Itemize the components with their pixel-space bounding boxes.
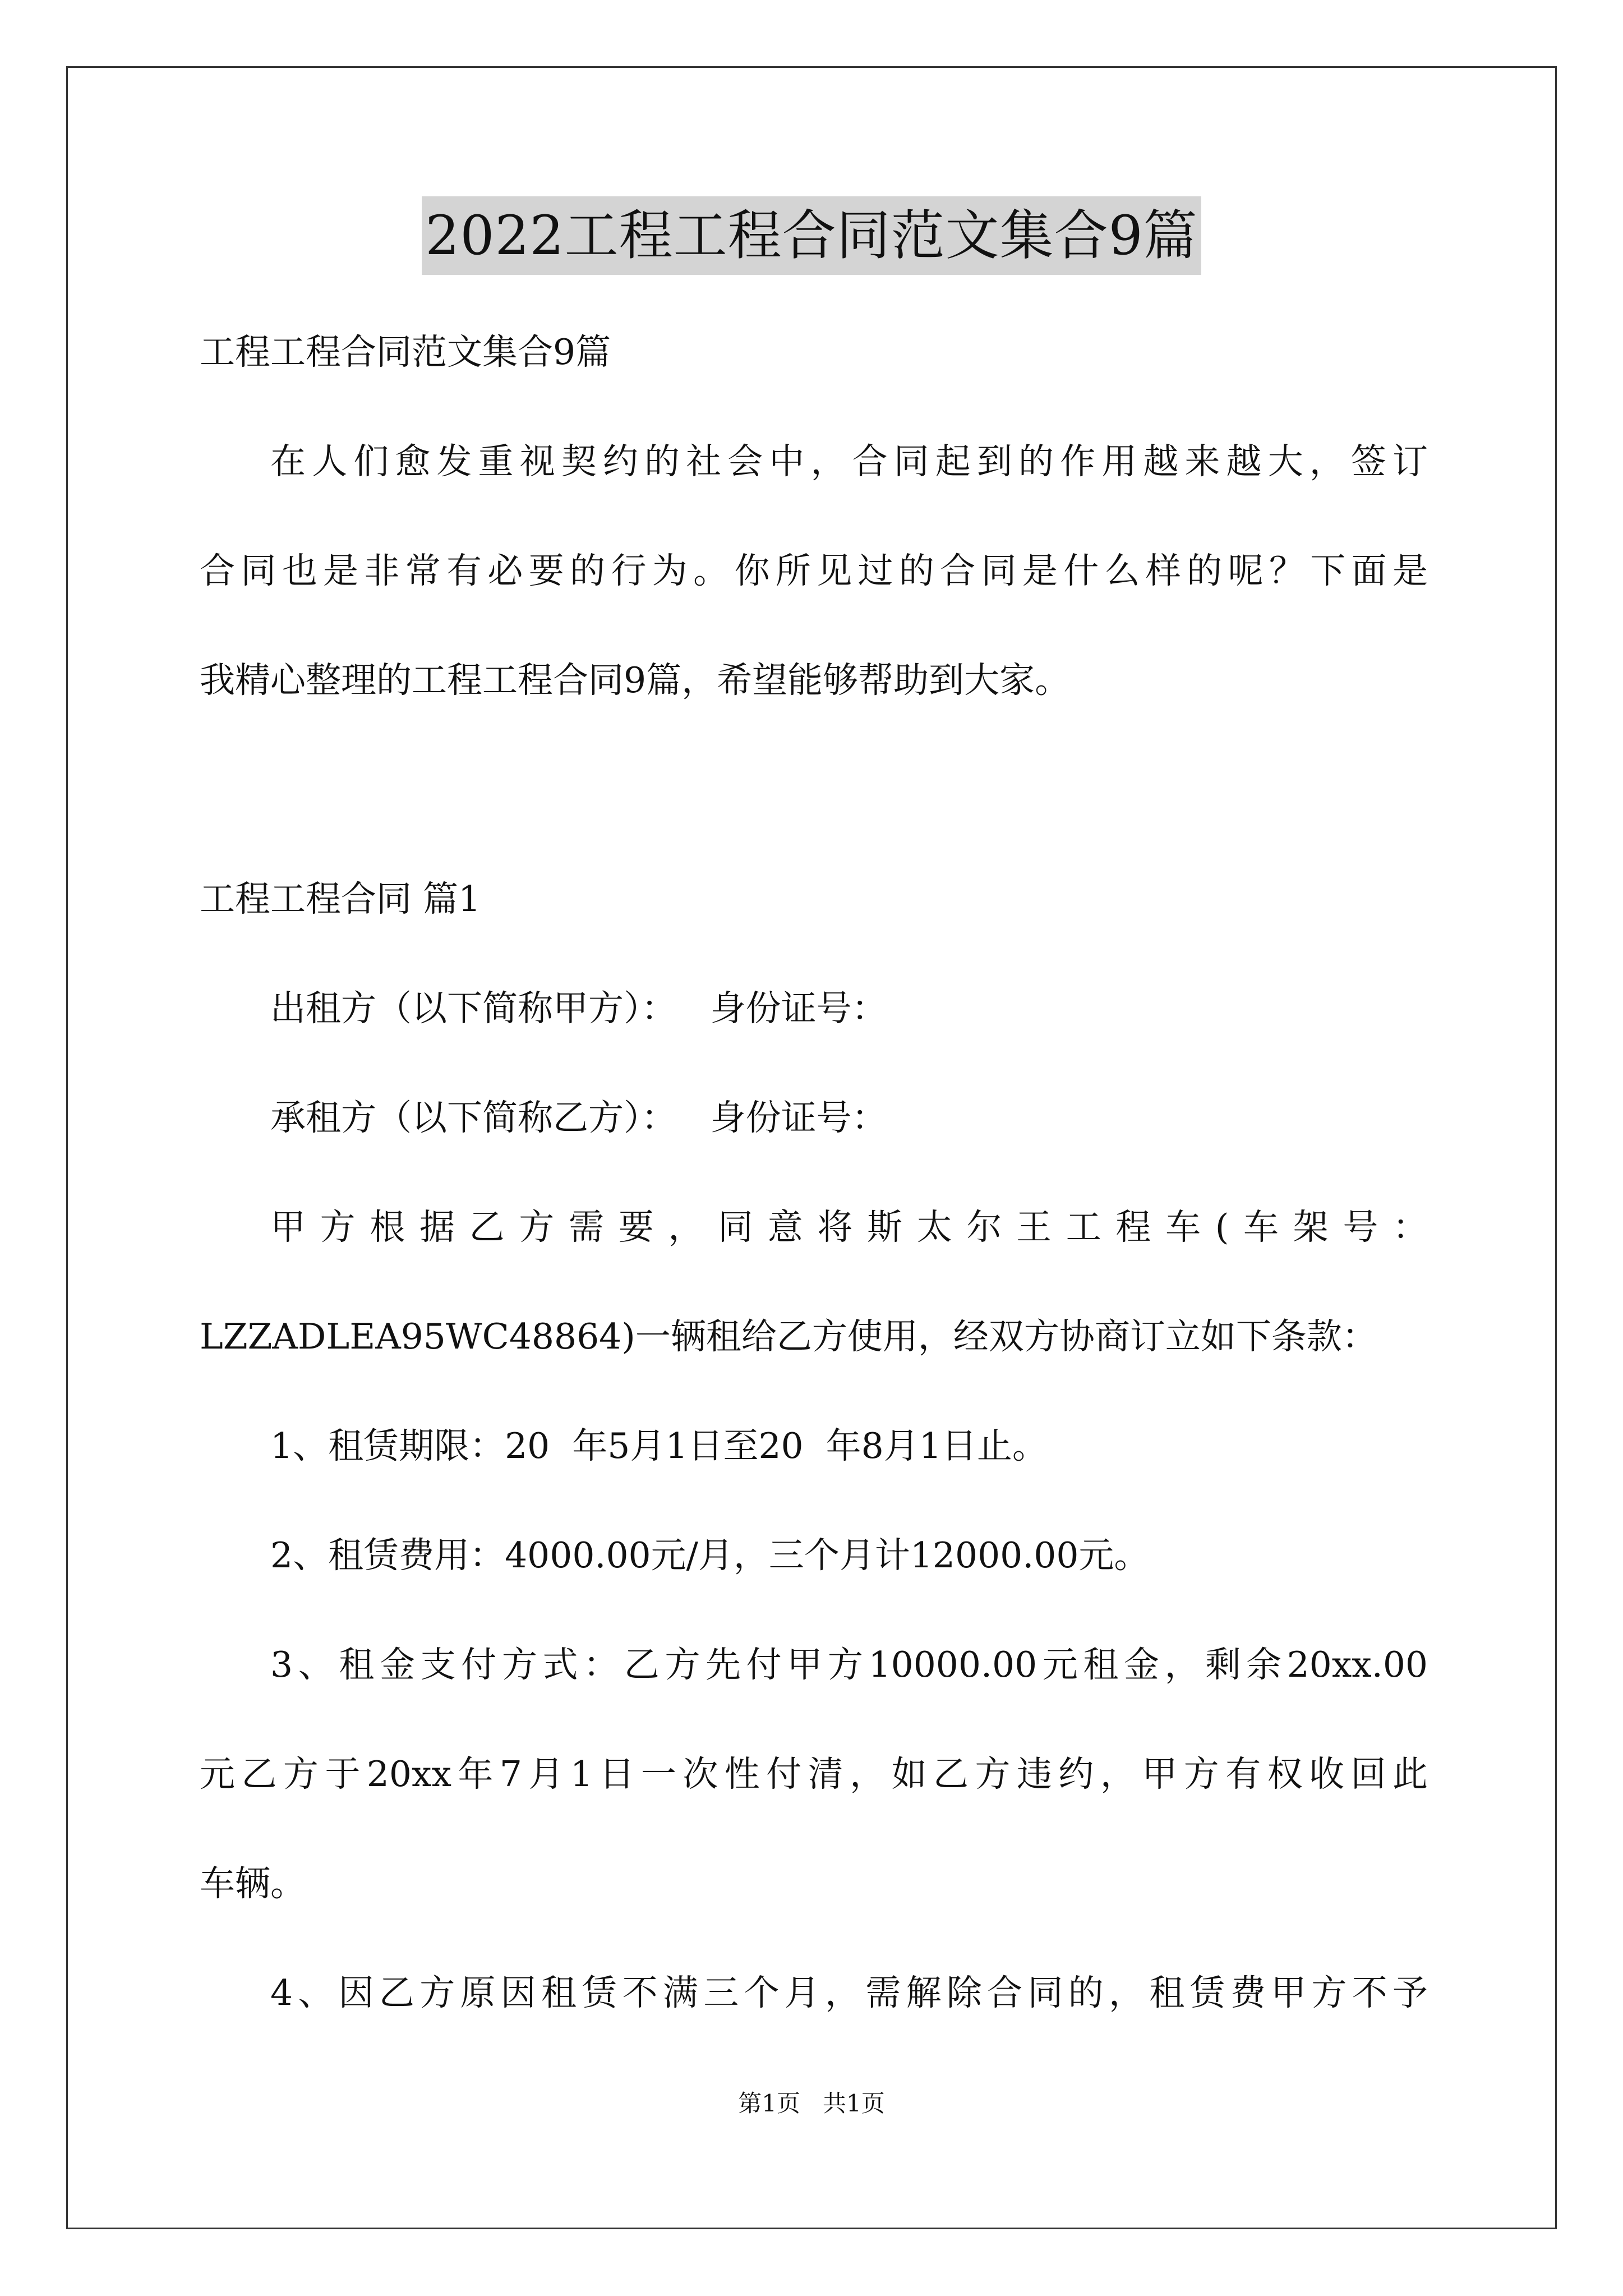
clause-2: 2、租赁费用：4000.00元/月，三个月计12000.00元。 [270, 1535, 1150, 1576]
document-title: 2022工程工程合同范文集合9篇 [422, 196, 1201, 275]
agreement-line-1: 甲方根据乙方需要，同意将斯太尔王工程车(车架号： [270, 1207, 1428, 1248]
clause-4: 4、因乙方原因租赁不满三个月，需解除合同的，租赁费甲方不予 [270, 1972, 1428, 2013]
subtitle: 工程工程合同范文集合9篇 [200, 332, 611, 372]
page-number: 第1页 [738, 2090, 800, 2117]
paragraph-gap [200, 735, 1428, 844]
intro-line-1: 在人们愈发重视契约的社会中，合同起到的作用越来越大，签订 [270, 441, 1428, 482]
clause-3-line-2: 元乙方于20xx年7月1日一次性付清，如乙方违约，甲方有权收回此 [200, 1754, 1428, 1795]
title-area [0, 196, 1623, 275]
clause-3-line-3: 车辆。 [200, 1863, 306, 1904]
agreement-line-2: LZZADLEA95WC48864)一辆租给乙方使用，经双方协商订立如下条款： [200, 1316, 1377, 1357]
lessee-line: 承租方（以下简称乙方）： 身份证号： [270, 1097, 887, 1138]
intro-line-2: 合同也是非常有必要的行为。你所见过的合同是什么样的呢？下面是 [200, 550, 1428, 591]
page-footer [0, 2087, 1623, 2120]
clause-3-line-1: 3、租金支付方式：乙方先付甲方10000.00元租金，剩余20xx.00 [270, 1644, 1428, 1685]
page-total: 共1页 [823, 2090, 885, 2117]
intro-line-3: 我精心整理的工程工程合同9篇，希望能够帮助到大家。 [200, 660, 1071, 701]
lessor-line: 出租方（以下简称甲方）： 身份证号： [270, 988, 887, 1029]
document-body [200, 297, 1428, 2047]
clause-1: 1、租赁期限：20 年5月1日至20 年8月1日止。 [270, 1425, 1048, 1466]
section-heading: 工程工程合同 篇1 [200, 878, 481, 919]
